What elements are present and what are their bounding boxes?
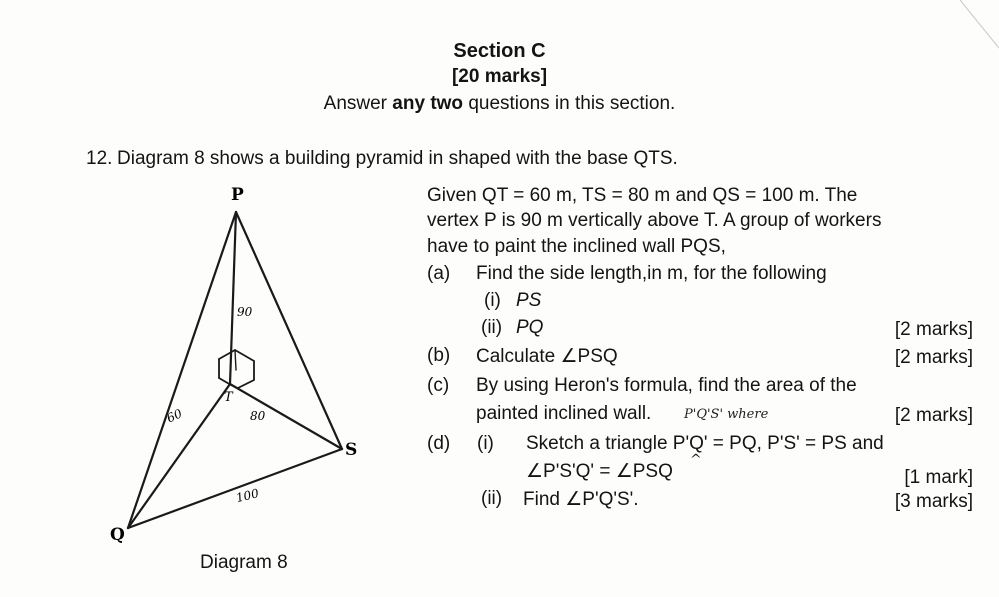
edge-label-90: 90 [237,305,253,319]
part-a-ii-label: (ii) [481,317,503,338]
part-a-ii-text: PQ [516,317,544,338]
part-c-label: (c) [427,375,450,396]
given-line-1: Given QT = 60 m, TS = 80 m and QS = 100 m. The [427,185,858,206]
given-line-3: have to paint the inclined wall PQS, [427,236,726,257]
part-a-text: Find the side length,in m, for the following [476,263,827,284]
question-number: 12. [86,148,113,169]
part-a-marks: [2 marks] [894,319,973,340]
section-total-marks: [20 marks] [451,66,548,87]
right-angle-inner [235,350,236,370]
vertex-label-T: T [224,390,233,405]
part-a-i-text: PS [516,290,542,311]
instruction-suffix: questions in this section. [468,93,676,114]
vertex-label-Q: Q [110,525,125,545]
part-d-i-label: (i) [477,433,494,454]
vertex-label-S: S [345,440,358,460]
part-b-marks: [2 marks] [894,347,973,368]
part-c-marks: [2 marks] [894,405,973,426]
part-b-text: Calculate ∠PSQ [476,346,618,367]
edge-QT [128,384,230,528]
edge-TS [230,384,342,449]
part-b-label: (b) [427,345,451,366]
part-d-label: (d) [427,433,451,454]
edge-label-80: 80 [250,409,266,423]
part-c-line-1: By using Heron's formula, find the area of the [476,375,857,396]
part-d-ii-marks: [3 marks] [894,491,973,512]
vertex-label-P: P [231,185,244,205]
edge-label-60: 60 [164,406,185,426]
edge-label-100: 100 [234,486,261,506]
question-intro: Diagram 8 shows a building pyramid in shaped with the base QTS. [117,148,678,169]
part-a-label: (a) [427,263,451,284]
caret-mark-icon: ^ [690,452,702,468]
handwritten-note: P'Q'S' where [684,407,769,422]
diagram-caption: Diagram 8 [200,552,288,573]
instruction-prefix: Answer [323,93,388,114]
instruction-bold: any two [392,93,464,114]
part-d-i-line-1: Sketch a triangle P'Q' = PQ, P'S' = PS and [526,433,884,454]
part-c-line-2: painted inclined wall. [476,403,652,424]
part-a-i-label: (i) [484,290,501,311]
given-line-2: vertex P is 90 m vertically above T. A group of workers [427,210,882,231]
part-d-ii-text: Find ∠P'Q'S'. [523,489,639,510]
part-d-i-line-2: ∠P'S'Q' = ∠PSQ [526,461,673,482]
part-d-i-marks: [1 mark] [904,467,973,488]
part-d-ii-label: (ii) [481,488,503,509]
edge-QS [128,449,342,528]
section-title: Section C [453,40,546,62]
